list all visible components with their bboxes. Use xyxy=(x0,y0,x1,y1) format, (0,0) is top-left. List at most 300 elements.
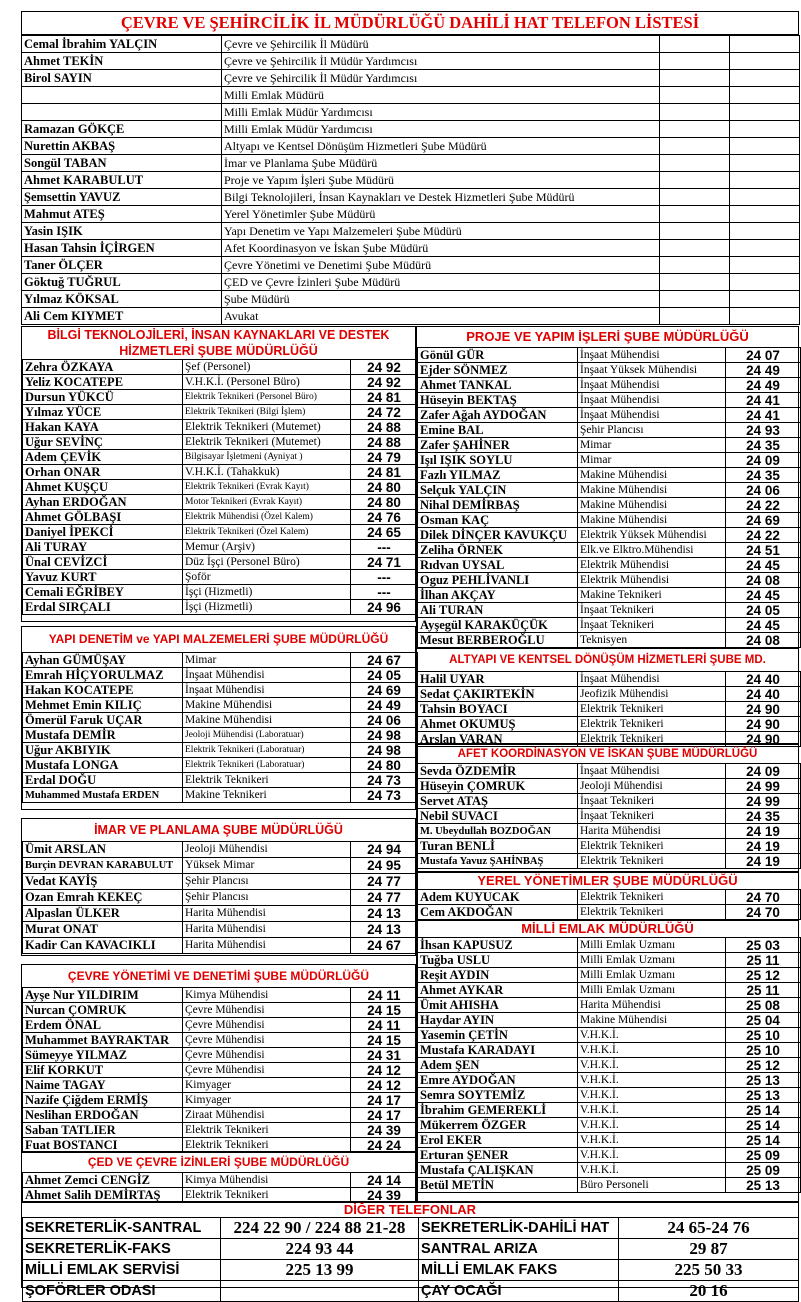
staff-title: Motor Teknikeri (Evrak Kayıt) xyxy=(183,495,351,510)
section-milli-emlak xyxy=(416,920,799,1202)
staff-name: Hakan KAYA xyxy=(23,420,183,435)
extension-number: 24 13 xyxy=(351,922,418,938)
staff-title: İnşaat Mühendisi xyxy=(578,408,726,423)
section-proje-yapim xyxy=(416,326,799,648)
table-row xyxy=(418,408,801,423)
empty-cell xyxy=(730,104,800,121)
extension-number: --- xyxy=(351,570,418,585)
staff-title: Milli Emlak Müdürü xyxy=(222,87,660,104)
table-row xyxy=(418,453,801,468)
table-row xyxy=(418,588,801,603)
staff-name: Mustafa LONGA xyxy=(23,758,183,773)
extension-number: 24 17 xyxy=(351,1108,418,1123)
table-row xyxy=(22,138,800,155)
staff-title: İnşaat Mühendisi xyxy=(578,672,726,687)
staff-title: Mimar xyxy=(183,653,351,668)
section-heading: İMAR VE PLANLAMA ŞUBE MÜDÜRLÜĞÜ xyxy=(94,823,343,837)
staff-title: Elektrik Teknikeri xyxy=(578,732,726,747)
staff-name: Erdem ÖNAL xyxy=(23,1018,183,1033)
staff-title: Milli Emlak Müdür Yardımcısı xyxy=(222,121,660,138)
staff-title: İnşaat Teknikeri xyxy=(578,794,726,809)
staff-name: Mehmet Emin KILIÇ xyxy=(23,698,183,713)
table-row xyxy=(22,308,800,325)
table-row xyxy=(23,1048,418,1063)
empty-cell xyxy=(730,308,800,325)
staff-title: Harita Mühendisi xyxy=(183,922,351,938)
table-row xyxy=(23,1078,418,1093)
table-row xyxy=(23,906,418,922)
table-row xyxy=(23,555,418,570)
phone-number: 224 93 44 xyxy=(221,1239,419,1260)
empty-cell xyxy=(730,206,800,223)
extension-number: 24 93 xyxy=(726,423,801,438)
staff-title: Yerel Yönetimler Şube Müdürü xyxy=(222,206,660,223)
table-row xyxy=(418,809,801,824)
staff-name: Gönül GÜR xyxy=(418,348,578,363)
table-row xyxy=(418,573,801,588)
staff-name: Ramazan GÖKÇE xyxy=(22,121,222,138)
staff-name: Ahmet KARABULUT xyxy=(22,172,222,189)
staff-name: İbrahim GEMEREKLİ xyxy=(418,1103,578,1118)
section-yerel-yonetimler xyxy=(416,872,799,920)
extension-number: 25 11 xyxy=(726,953,801,968)
staff-title: Yapı Denetim ve Yapı Malzemeleri Şube Müdürü xyxy=(222,223,660,240)
table-row xyxy=(23,653,418,668)
table-row xyxy=(23,743,418,758)
table-row xyxy=(418,824,801,839)
table-row xyxy=(22,87,800,104)
staff-name: Yavuz KURT xyxy=(23,570,183,585)
table-row xyxy=(23,858,418,874)
staff-name: Fuat BOSTANCI xyxy=(23,1138,183,1153)
extension-number: 24 39 xyxy=(351,1188,418,1203)
empty-cell xyxy=(660,121,730,138)
staff-name: Elif KORKUT xyxy=(23,1063,183,1078)
extension-number: 25 12 xyxy=(726,1058,801,1073)
staff-name: Muhammed Mustafa ERDEN xyxy=(23,788,183,803)
staff-title: Jeoloji Mühendisi (Laboratuar) xyxy=(183,728,351,743)
extension-number: 24 39 xyxy=(351,1123,418,1138)
staff-name: Cem AKDOĞAN xyxy=(418,905,578,920)
staff-name: Adem ŞEN xyxy=(418,1058,578,1073)
section-altyapi-kentsel xyxy=(416,648,799,747)
staff-name: Ahmet GÖLBAŞI xyxy=(23,510,183,525)
section-heading: AFET KOORDİNASYON VE İSKAN ŞUBE MÜDÜRLÜĞÜ xyxy=(457,748,758,760)
empty-cell xyxy=(660,172,730,189)
extension-number: 24 19 xyxy=(726,824,801,839)
extension-number: 24 94 xyxy=(351,842,418,858)
extension-number: 24 35 xyxy=(726,468,801,483)
table-row xyxy=(23,874,418,890)
staff-name: Hasan Tahsin İÇİRGEN xyxy=(22,240,222,257)
table-row xyxy=(418,468,801,483)
staff-title: Elektrik Teknikeri xyxy=(183,773,351,788)
staff-table xyxy=(417,889,801,920)
staff-title: Makine Mühendisi xyxy=(183,713,351,728)
extension-number: 24 80 xyxy=(351,495,418,510)
empty-cell xyxy=(660,53,730,70)
staff-title: İnşaat Mühendisi xyxy=(578,348,726,363)
phone-label: MİLLİ EMLAK SERVİSİ xyxy=(23,1260,221,1281)
phone-number xyxy=(221,1281,419,1302)
table-row xyxy=(23,1281,799,1302)
table-row xyxy=(23,495,418,510)
staff-title: Elektrik Teknikeri xyxy=(183,1138,351,1153)
section-heading: ÇEVRE YÖNETİMİ VE DENETİMİ ŞUBE MÜDÜRLÜĞÜ xyxy=(67,969,370,983)
staff-name: Haydar AYIN xyxy=(418,1013,578,1028)
extension-number: 24 81 xyxy=(351,465,418,480)
table-row xyxy=(23,698,418,713)
staff-name: Naime TAGAY xyxy=(23,1078,183,1093)
staff-name: Sevda ÖZDEMİR xyxy=(418,764,578,779)
staff-name: Semra SOYTEMİZ xyxy=(418,1088,578,1103)
extension-number: 24 90 xyxy=(726,717,801,732)
extension-number: 24 65 xyxy=(351,525,418,540)
staff-name: Mükerrem ÖZGER xyxy=(418,1118,578,1133)
table-row xyxy=(418,543,801,558)
staff-name: Murat ONAT xyxy=(23,922,183,938)
empty-cell xyxy=(660,36,730,53)
table-row xyxy=(418,423,801,438)
staff-title: Elektrik Mühendisi (Özel Kalem) xyxy=(183,510,351,525)
staff-name: Muhammet BAYRAKTAR xyxy=(23,1033,183,1048)
extension-number: 25 03 xyxy=(726,938,801,953)
staff-table xyxy=(417,763,801,869)
empty-cell xyxy=(730,36,800,53)
extension-number: 24 11 xyxy=(351,988,418,1003)
table-row xyxy=(418,839,801,854)
extension-number: 24 69 xyxy=(726,513,801,528)
table-row xyxy=(418,1088,801,1103)
staff-name: Dilek DİNÇER KAVUKÇU xyxy=(418,528,578,543)
table-row xyxy=(418,905,801,920)
staff-name: Nurcan ÇOMRUK xyxy=(23,1003,183,1018)
extension-number: 24 07 xyxy=(726,348,801,363)
table-row xyxy=(23,1138,418,1153)
staff-name: Ayhan GÜMÜŞAY xyxy=(23,653,183,668)
staff-title: V.H.K.İ. xyxy=(578,1163,726,1178)
staff-name: Oguz PEHLİVANLI xyxy=(418,573,578,588)
phone-number: 29 87 xyxy=(619,1239,799,1260)
extension-number: 24 49 xyxy=(726,363,801,378)
table-row xyxy=(23,585,418,600)
staff-name: Neslihan ERDOĞAN xyxy=(23,1108,183,1123)
table-row xyxy=(418,438,801,453)
extension-number: 24 98 xyxy=(351,743,418,758)
staff-table xyxy=(22,652,418,803)
staff-name: Zeliha ÖRNEK xyxy=(418,543,578,558)
staff-title: V.H.K.İ. xyxy=(578,1073,726,1088)
table-row xyxy=(22,274,800,291)
staff-name: Erdal SIRÇALI xyxy=(23,600,183,615)
table-row xyxy=(23,1033,418,1048)
staff-title: V.H.K.İ. xyxy=(578,1133,726,1148)
extension-number: 25 14 xyxy=(726,1133,801,1148)
empty-cell xyxy=(730,70,800,87)
staff-title: Milli Emlak Uzmanı xyxy=(578,938,726,953)
table-row xyxy=(418,1043,801,1058)
extension-number: 25 12 xyxy=(726,968,801,983)
phone-number: 225 50 33 xyxy=(619,1260,799,1281)
table-row xyxy=(23,540,418,555)
table-row xyxy=(23,773,418,788)
staff-title: Milli Emlak Uzmanı xyxy=(578,953,726,968)
staff-name: Ahmet TEKİN xyxy=(22,53,222,70)
staff-name: Ahmet AYKAR xyxy=(418,983,578,998)
staff-name: Burçin DEVRAN KARABULUT xyxy=(23,858,183,874)
phone-number: 224 22 90 / 224 88 21-28 xyxy=(221,1218,419,1239)
staff-title: Jeoloji Mühendisi xyxy=(183,842,351,858)
staff-title: Bilgisayar İşletmeni (Ayniyat ) xyxy=(183,450,351,465)
staff-title: Makine Mühendisi xyxy=(578,498,726,513)
staff-name: Nebil SUVACI xyxy=(418,809,578,824)
staff-title: Elektrik Teknikeri (Laboratuar) xyxy=(183,758,351,773)
staff-name: Sedat ÇAKIRTEKİN xyxy=(418,687,578,702)
phone-label: SANTRAL ARIZA xyxy=(419,1239,619,1260)
table-row xyxy=(23,1018,418,1033)
empty-cell xyxy=(660,240,730,257)
staff-name: Tahsin BOYACI xyxy=(418,702,578,717)
extension-number: 24 41 xyxy=(726,393,801,408)
staff-title: Jeoloji Mühendisi xyxy=(578,779,726,794)
staff-title: Elektrik Teknikeri (Evrak Kayıt) xyxy=(183,480,351,495)
staff-title: İnşaat Teknikeri xyxy=(578,809,726,824)
section-heading: MİLLİ EMLAK MÜDÜRLÜĞÜ xyxy=(521,921,694,936)
other-phones-section xyxy=(21,1202,799,1300)
staff-title: V.H.K.İ. (Personel Büro) xyxy=(183,375,351,390)
section-imar-planlama xyxy=(21,818,416,956)
extension-number: 24 96 xyxy=(351,600,418,615)
table-row xyxy=(22,206,800,223)
staff-name: Mahmut ATEŞ xyxy=(22,206,222,223)
table-row xyxy=(418,1163,801,1178)
staff-title: Elektrik Teknikeri xyxy=(578,854,726,869)
empty-cell xyxy=(660,70,730,87)
extension-number: 25 10 xyxy=(726,1028,801,1043)
table-row xyxy=(418,1118,801,1133)
table-row xyxy=(23,890,418,906)
extension-number: 24 12 xyxy=(351,1078,418,1093)
table-row xyxy=(22,172,800,189)
staff-name: Mustafa Yavuz ŞAHİNBAŞ xyxy=(418,854,578,869)
table-row xyxy=(23,1239,799,1260)
staff-name: Erturan ŞENER xyxy=(418,1148,578,1163)
staff-name: Osman KAÇ xyxy=(418,513,578,528)
table-row xyxy=(418,558,801,573)
extension-number: 24 15 xyxy=(351,1033,418,1048)
staff-title: Makine Teknikeri xyxy=(183,788,351,803)
extension-number: 24 98 xyxy=(351,728,418,743)
table-row xyxy=(418,1178,801,1193)
staff-title: V.H.K.İ. xyxy=(578,1028,726,1043)
staff-table xyxy=(417,937,801,1193)
staff-name: Reşit AYDIN xyxy=(418,968,578,983)
staff-name: Ejder SÖNMEZ xyxy=(418,363,578,378)
table-row xyxy=(418,633,801,648)
extension-number: 24 24 xyxy=(351,1138,418,1153)
extension-number: 24 70 xyxy=(726,905,801,920)
extension-number: 24 73 xyxy=(351,773,418,788)
table-row xyxy=(22,223,800,240)
table-row xyxy=(418,794,801,809)
extension-number: 25 04 xyxy=(726,1013,801,1028)
table-row xyxy=(418,348,801,363)
staff-title: Elektrik Teknikeri xyxy=(578,890,726,905)
extension-number: 24 67 xyxy=(351,653,418,668)
empty-cell xyxy=(730,172,800,189)
staff-name: Sümeyye YILMAZ xyxy=(23,1048,183,1063)
staff-name: Yeliz KOCATEPE xyxy=(23,375,183,390)
staff-name: İhsan KAPUSUZ xyxy=(418,938,578,953)
staff-title: İşçi (Hizmetli) xyxy=(183,600,351,615)
staff-title: Mimar xyxy=(578,438,726,453)
staff-name: Mustafa ÇALIŞKAN xyxy=(418,1163,578,1178)
empty-cell xyxy=(730,53,800,70)
section-heading: YEREL YÖNETİMLER ŞUBE MÜDÜRLÜĞÜ xyxy=(477,873,738,888)
staff-title: Yüksek Mimar xyxy=(183,858,351,874)
table-row xyxy=(418,953,801,968)
phone-label: SEKRETERLİK-FAKS xyxy=(23,1239,221,1260)
staff-title: Mimar xyxy=(578,453,726,468)
empty-cell xyxy=(730,240,800,257)
extension-number: 24 41 xyxy=(726,408,801,423)
staff-title: Bilgi Teknolojileri, İnsan Kaynakları ve Destek Hizmetleri Şube Müdürü xyxy=(222,189,660,206)
table-row xyxy=(418,702,801,717)
extension-number: 25 08 xyxy=(726,998,801,1013)
staff-title: Şehir Plancısı xyxy=(183,890,351,906)
staff-title: Elektrik Teknikeri xyxy=(578,905,726,920)
section-heading: YAPI DENETİM ve YAPI MALZEMELERİ ŞUBE MÜDÜRLÜĞÜ xyxy=(48,632,389,646)
empty-cell xyxy=(660,257,730,274)
table-row xyxy=(23,390,418,405)
staff-name: Emrah HİÇYORULMAZ xyxy=(23,668,183,683)
extension-number: 24 45 xyxy=(726,618,801,633)
extension-number: 24 22 xyxy=(726,498,801,513)
extension-number: 24 15 xyxy=(351,1003,418,1018)
staff-name: Cemali EĞRİBEY xyxy=(23,585,183,600)
staff-title: Çevre Mühendisi xyxy=(183,1063,351,1078)
extension-number: 24 69 xyxy=(351,683,418,698)
extension-number: 24 67 xyxy=(351,938,418,954)
staff-name: Ayşe Nur YILDIRIM xyxy=(23,988,183,1003)
staff-name: Taner ÖLÇER xyxy=(22,257,222,274)
section-heading: DİĞER TELEFONLAR xyxy=(343,1202,477,1217)
extension-number: 24 77 xyxy=(351,890,418,906)
table-row xyxy=(22,240,800,257)
extension-number: 24 49 xyxy=(726,378,801,393)
empty-cell xyxy=(660,206,730,223)
staff-title: Şehir Plancısı xyxy=(183,874,351,890)
staff-name: Halil UYAR xyxy=(418,672,578,687)
extension-number: 24 70 xyxy=(726,890,801,905)
extension-number: 24 08 xyxy=(726,573,801,588)
empty-cell xyxy=(730,223,800,240)
empty-cell xyxy=(660,104,730,121)
section-heading: HİZMETLERİ ŞUBE MÜDÜRLÜĞÜ xyxy=(119,344,318,358)
phone-number: 225 13 99 xyxy=(221,1260,419,1281)
extension-number: 24 81 xyxy=(351,390,418,405)
extension-number: 24 51 xyxy=(726,543,801,558)
staff-title: İnşaat Teknikeri xyxy=(578,618,726,633)
staff-title: İşçi (Hizmetli) xyxy=(183,585,351,600)
staff-name: Göktuğ TUĞRUL xyxy=(22,274,222,291)
table-row xyxy=(23,758,418,773)
staff-name: Adem KUYUCAK xyxy=(418,890,578,905)
staff-title: Çevre Mühendisi xyxy=(183,1033,351,1048)
staff-name: Uğur SEVİNÇ xyxy=(23,435,183,450)
table-row xyxy=(23,1173,418,1188)
staff-name: Fazlı YILMAZ xyxy=(418,468,578,483)
table-row xyxy=(418,513,801,528)
table-row xyxy=(23,1093,418,1108)
empty-cell xyxy=(660,274,730,291)
staff-name: Mustafa KARADAYI xyxy=(418,1043,578,1058)
table-row xyxy=(418,1148,801,1163)
phone-label: ÇAY OCAĞI xyxy=(419,1281,619,1302)
staff-name: Zafer ŞAHİNER xyxy=(418,438,578,453)
staff-name: Nurettin AKBAŞ xyxy=(22,138,222,155)
section-heading: ÇED VE ÇEVRE İZİNLERİ ŞUBE MÜDÜRLÜĞÜ xyxy=(87,1155,350,1169)
staff-name: Ahmet KUŞÇU xyxy=(23,480,183,495)
extension-number: 24 99 xyxy=(726,794,801,809)
extension-number: 24 11 xyxy=(351,1018,418,1033)
staff-title: V.H.K.İ. xyxy=(578,1088,726,1103)
extension-number: --- xyxy=(351,585,418,600)
staff-name: Saban TATLIER xyxy=(23,1123,183,1138)
table-row xyxy=(418,687,801,702)
empty-cell xyxy=(660,138,730,155)
extension-number: 24 09 xyxy=(726,764,801,779)
staff-title: Afet Koordinasyon ve İskan Şube Müdürü xyxy=(222,240,660,257)
staff-table xyxy=(22,359,418,615)
extension-number: 24 49 xyxy=(351,698,418,713)
staff-name: Ali Cem KIYMET xyxy=(22,308,222,325)
staff-name: Songül TABAN xyxy=(22,155,222,172)
section-ced-izinleri xyxy=(21,1152,416,1202)
staff-title: İmar ve Planlama Şube Müdürü xyxy=(222,155,660,172)
staff-name: Tuğba USLU xyxy=(418,953,578,968)
extension-number: 24 73 xyxy=(351,788,418,803)
staff-title: Büro Personeli xyxy=(578,1178,726,1193)
staff-name: Ayşegül KARAKÜÇÜK xyxy=(418,618,578,633)
table-row xyxy=(22,70,800,87)
extension-number: 24 09 xyxy=(726,453,801,468)
staff-name: Ali TURAN xyxy=(418,603,578,618)
staff-title: Kimyager xyxy=(183,1078,351,1093)
table-row xyxy=(23,450,418,465)
extension-number: 24 06 xyxy=(351,713,418,728)
staff-table xyxy=(417,347,801,648)
empty-cell xyxy=(730,189,800,206)
staff-name xyxy=(22,104,222,121)
staff-title: İnşaat Mühendisi xyxy=(578,378,726,393)
empty-cell xyxy=(730,87,800,104)
staff-title: V.H.K.İ. xyxy=(578,1118,726,1133)
staff-title: Şube Müdürü xyxy=(222,291,660,308)
table-row xyxy=(22,104,800,121)
table-row xyxy=(418,603,801,618)
table-row xyxy=(22,36,800,53)
table-row xyxy=(22,189,800,206)
staff-name: Nazife Çiğdem ERMİŞ xyxy=(23,1093,183,1108)
staff-name: Ünal CEVİZCİ xyxy=(23,555,183,570)
staff-name: Yılmaz YÜCE xyxy=(23,405,183,420)
staff-table xyxy=(417,671,801,747)
staff-title: Makine Mühendisi xyxy=(578,468,726,483)
staff-name: Daniyel İPEKCİ xyxy=(23,525,183,540)
table-row xyxy=(23,1003,418,1018)
management-table xyxy=(21,35,800,325)
